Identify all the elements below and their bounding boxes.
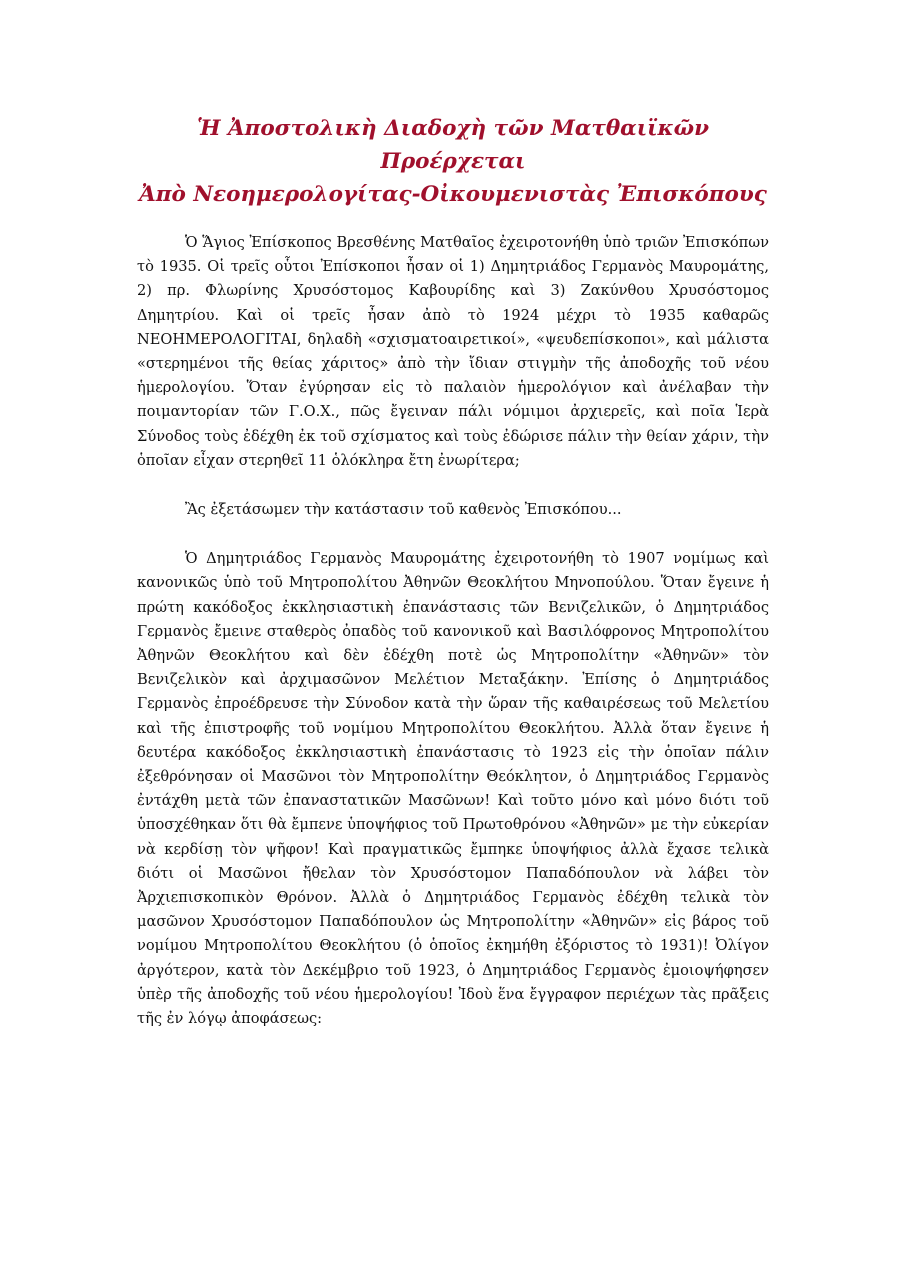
title-line-2: Ἀπὸ Νεοημερολογίτας-Οἰκουμενιστὰς Ἐπισκόπους — [139, 182, 767, 207]
paragraph-2: Ἂς ἐξετάσωμεν τὴν κατάστασιν τοῦ καθενὸς Ἐπισκόπου... — [185, 501, 622, 519]
title-line-1: Ἡ Ἀποστολικὴ Διαδοχὴ τῶν Ματθαιϊκῶν Προέρχεται — [196, 116, 710, 174]
page-title — [137, 112, 769, 211]
paragraph-1: Ὁ Ἅγιος Ἐπίσκοπος Βρεσθένης Ματθαῖος ἐχειροτονήθη ὑπὸ τριῶν Ἐπισκόπων τὸ 1935. Οἱ τρεῖς οὗτοι Ἐπίσκοποι ἦσαν οἱ 1) Δημητριάδος Γερμανὸς Μαυρομάτης, 2) πρ. Φλωρίνης Χρυσόστομος Καβουρίδης καὶ 3) Ζακύνθου Χρυσόστομος Δημητρίου. Καὶ οἱ τρεῖς ἦσαν ἀπὸ τὸ 1924 μέχρι τὸ 1935 καθαρῶς ΝΕΟΗΜΕΡΟΛΟΓΙΤΑΙ, δηλαδὴ «σχισματοαιρετικοί», «ψευδεπίσκοποι», καὶ μάλιστα «στερημένοι τῆς θείας χάριτος» ἀπὸ τὴν ἴδιαν στιγμὴν τῆς ἀποδοχῆς τοῦ νέου ἡμερολογίου. Ὅταν ἐγύρησαν εἰς τὸ παλαιὸν ἡμερολόγιον καὶ ἀνέλαβαν τὴν ποιμαντορίαν τῶν Γ.Ο.Χ., πῶς ἔγειναν πάλι νόμιμοι ἀρχιερεῖς, καὶ ποῖα Ἱερὰ Σύνοδος τοὺς ἐδέχθη ἐκ τοῦ σχίσματος καὶ τοὺς ἐδώρισε πάλιν τὴν θείαν χάριν, τὴν ὁποῖαν εἶχαν στερηθεῖ 11 ὁλόκληρα ἔτη ἐνωρίτερα; — [137, 234, 769, 469]
document-page — [137, 112, 769, 1056]
paragraph-3: Ὁ Δημητριάδος Γερμανὸς Μαυρομάτης ἐχειροτονήθη τὸ 1907 νομίμως καὶ κανονικῶς ὑπὸ τοῦ Μητροπολίτου Ἀθηνῶν Θεοκλήτου Μηνοπούλου. Ὅταν ἔγεινε ἡ πρώτη κακόδοξος ἐκκλησιαστικὴ ἐπανάστασις τῶν Βενιζελικῶν, ὁ Δημητριάδος Γερμανὸς ἔμεινε σταθερὸς ὀπαδὸς τοῦ κανονικοῦ καὶ Βασιλόφρονος Μητροπολίτου Ἀθηνῶν Θεοκλήτου καὶ δὲν ἐδέχθη ποτὲ ὡς Μητροπολίτην «Ἀθηνῶν» τὸν Βενιζελικὸν καὶ ἀρχιμασῶνον Μελέτιον Μεταξάκην. Ἐπίσης ὁ Δημητριάδος Γερμανὸς ἐπροέδρευσε τὴν Σύνοδον κατὰ τὴν ὥραν τῆς καθαιρέσεως τοῦ Μελετίου καὶ τῆς ἐπιστροφῆς τοῦ νομίμου Μητροπολίτου Θεοκλήτου. Ἀλλὰ ὅταν ἔγεινε ἡ δευτέρα κακόδοξος ἐκκλησιαστικὴ ἐπανάστασις τὸ 1923 εἰς τὴν ὁποῖαν πάλιν ἐξεθρόνησαν οἱ Μασῶνοι τὸν Μητροπολίτην Θεόκλητον, ὁ Δημητριάδος Γερμανὸς ἐντάχθη μετὰ τῶν ἐπαναστατικῶν Μασῶνων! Καὶ τοῦτο μόνο καὶ μόνο διότι τοῦ ὑποσχέθηκαν ὅτι θὰ ἔμπενε ὑποψήφιος τοῦ Πρωτοθρόνου «Ἀθηνῶν» με τὴν εὐκερίαν νὰ κερδίσῃ τὸν ψῆφον! Καὶ πραγματικῶς ἔμπηκε ὑποψήφιος ἀλλὰ ἔχασε τελικὰ διότι οἱ Μασῶνοι ἤθελαν τὸν Χρυσόστομον Παπαδόπουλον νὰ λάβει τὸν Ἀρχιεπισκοπικὸν Θρόνον. Ἀλλὰ ὁ Δημητριάδος Γερμανὸς ἐδέχθη τελικὰ τὸν μασῶνον Χρυσόστομον Παπαδόπουλον ὡς Μητροπολίτην «Ἀθηνῶν» εἰς βάρος τοῦ νομίμου Μητροπολίτου Θεοκλήτου (ὁ ὁποῖος ἐκημήθη ἐξόριστος τὸ 1931)! Ὀλίγον ἀργότερον, κατὰ τὸν Δεκέμβριο τοῦ 1923, ὁ Δημητριάδος Γερμανὸς ἐμοιοψήφησεν ὑπὲρ τῆς ἀποδοχῆς τοῦ νέου ἡμερολογίου! Ἰδοὺ ἕνα ἔγγραφον περιέχων τὰς πρᾶξεις τῆς ἐν λόγῳ ἀποφάσεως: — [137, 550, 769, 1028]
